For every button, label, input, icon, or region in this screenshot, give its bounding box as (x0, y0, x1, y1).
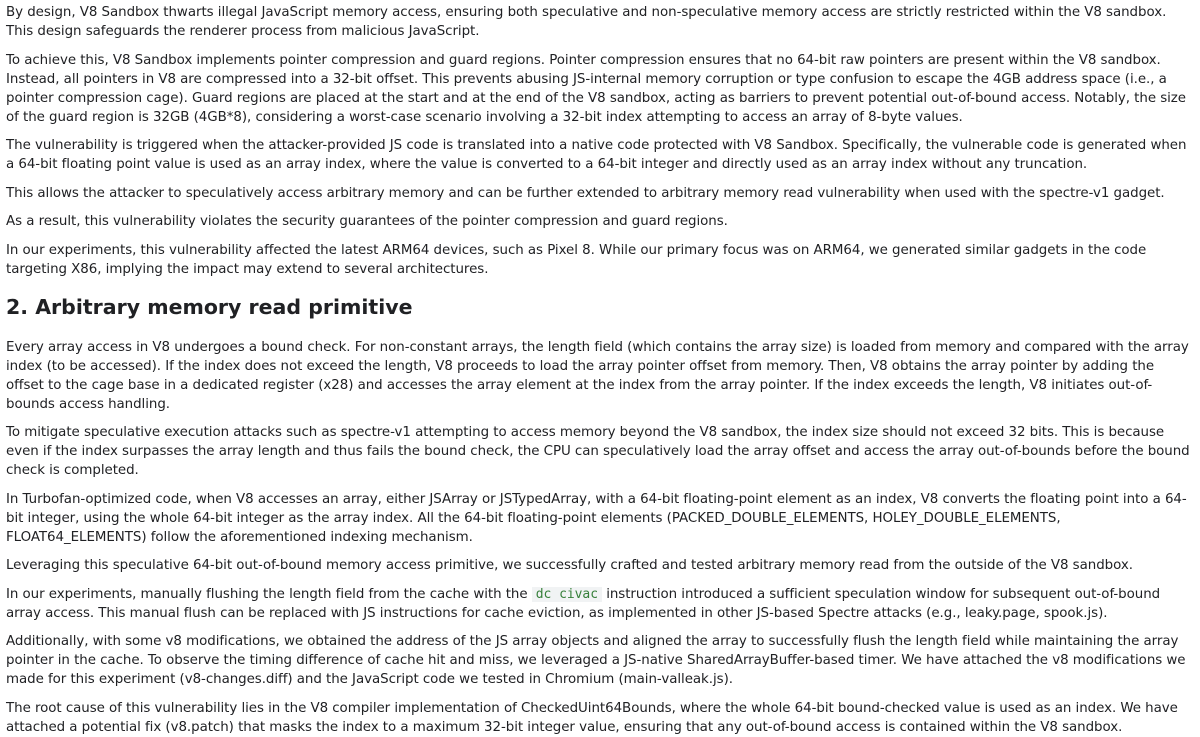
paragraph-text: instruction introduced a sufficient speculation window for subsequent out-of-bound array access. This manual flush can be replaced with JS instructions for cache eviction, as implemented in other JS-based Spectre attacks (e.g., leaky.page, spook.js). (6, 586, 1161, 621)
section-paragraph-2: To mitigate speculative execution attacks such as spectre-v1 attempting to access memory beyond the V8 sandbox, the index size should not exceed 32 bits. This is because even if the index surpasses the array length and thus fails the bound check, the CPU can speculatively load the array offset and access the array out-of-bounds before the bound check is completed. (6, 425, 1190, 478)
intro-paragraph-6: In our experiments, this vulnerability affected the latest ARM64 devices, such as Pixel 8. While our primary focus was on ARM64, we generated similar gadgets in the code targeting X86, implying the impact may extend to several architectures. (6, 242, 1147, 277)
section-paragraph-7: The root cause of this vulnerability lies in the V8 compiler implementation of CheckedUint64Bounds, where the whole 64-bit bound-checked value is used as an index. We have attached a potential fix (v8.patch) that masks the index to a maximum 32-bit integer value, ensuring that any out-of-bound access is contained within the V8 sandbox. (6, 700, 1178, 735)
intro-paragraph-5: As a result, this vulnerability violates the security guarantees of the pointer compression and guard regions. (6, 214, 728, 229)
section-paragraph-3: In Turbofan-optimized code, when V8 accesses an array, either JSArray or JSTypedArray, with a 64-bit floating-point element as an index, V8 converts the floating point into a 64-bit integer, using the whole 64-bit integer as the array index. All the 64-bit floating-point elements (PACKED_DOUBLE_ELEMENTS, HOLEY_DOUBLE_ELEMENTS, FLOAT64_ELEMENTS) follow the aforementioned indexing mechanism. (6, 491, 1187, 545)
section-paragraph-4: Leveraging this speculative 64-bit out-of-bound memory access primitive, we successfully crafted and tested arbitrary memory read from the outside of the V8 sandbox. (6, 558, 1133, 573)
section-paragraph-1: Every array access in V8 undergoes a bound check. For non-constant arrays, the length field (which contains the array size) is loaded from memory and compared with the array index (to be accessed). If the index does not exceed the length, V8 proceeds to load the array pointer offset from memory. Then, V8 obtains the array pointer by adding the offset to the cage base in a dedicated register (x28) and accesses the array element at the index from the array pointer. If the index exceeds the length, V8 initiates out-of-bounds access handling. (6, 339, 1189, 412)
intro-paragraph-1: By design, V8 Sandbox thwarts illegal JavaScript memory access, ensuring both speculative and non-speculative memory access are strictly restricted within the V8 sandbox. This design safeguards the renderer process from malicious JavaScript. (6, 5, 1167, 39)
intro-paragraph-2: To achieve this, V8 Sandbox implements pointer compression and guard regions. Pointer compression ensures that no 64-bit raw pointers are present within the V8 sandbox. Instead, all pointers in V8 are compressed into a 32-bit offset. This prevents abusing JS-internal memory corruption or type confusion to escape the 4GB address space (i.e., a pointer compression cage). Guard regions are placed at the start and at the end of the V8 sandbox, acting as barriers to prevent potential out-of-bound access. Notably, the size of the guard region is 32GB (4GB*8), considering a worst-case scenario involving a 32-bit index attempting to access an array of 8-byte values. (6, 52, 1186, 125)
section-heading: 2. Arbitrary memory read primitive (6, 294, 413, 319)
section-paragraph-5 (6, 585, 1194, 623)
intro-paragraph-3: The vulnerability is triggered when the attacker-provided JS code is translated into a native code protected with V8 Sandbox. Specifically, the vulnerable code is generated when a 64-bit floating point value is used as an array index, where the value is converted to a 64-bit integer and directly used as an array index without any truncation. (6, 138, 1187, 172)
paragraph-text: In our experiments, manually flushing the length field from the cache with the (6, 586, 532, 602)
inline-code: dc civac (532, 587, 602, 602)
section-paragraph-6: Additionally, with some v8 modifications, we obtained the address of the JS array objects and aligned the array to successfully flush the length field while maintaining the array pointer in the cache. To observe the timing difference of cache hit and miss, we leveraged a JS-native SharedArrayBuffer-based timer. We have attached the v8 modifications we made for this experiment (v8-changes.diff) and the JavaScript code we tested in Chromium (main-valleak.js). (6, 634, 1186, 687)
intro-paragraph-4: This allows the attacker to speculatively access arbitrary memory and can be further extended to arbitrary memory read vulnerability when used with the spectre-v1 gadget. (6, 185, 1165, 201)
